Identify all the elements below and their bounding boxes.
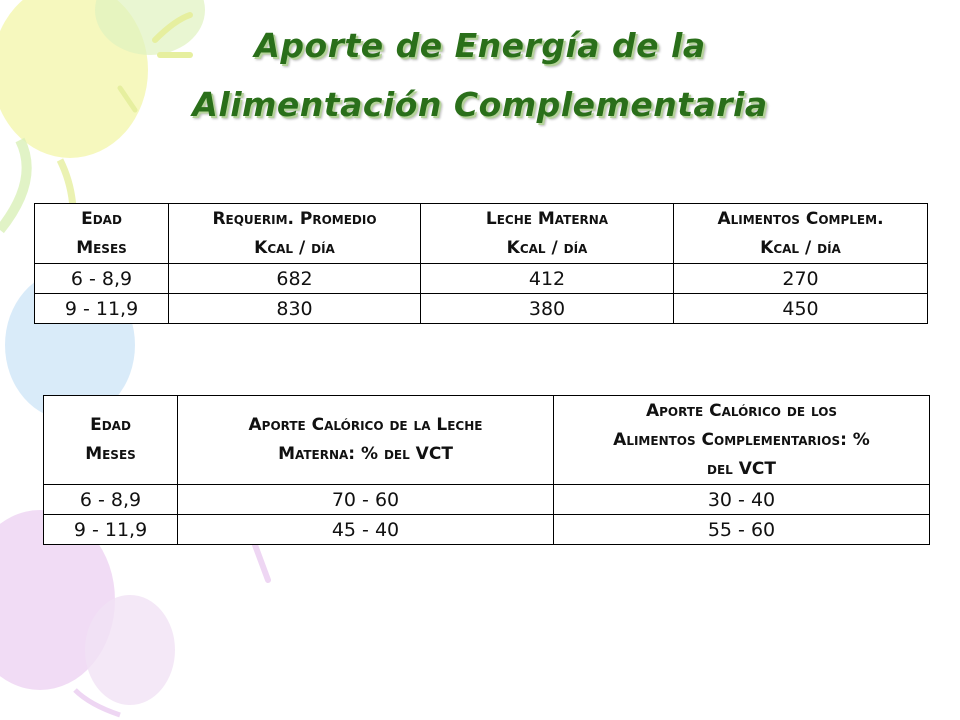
table-row — [44, 485, 930, 515]
table-header-row — [35, 204, 928, 264]
table-cell: 9 - 11,9 — [35, 294, 169, 324]
table-cell: 70 - 60 — [178, 485, 554, 515]
header-requerimiento-promedio: Requerim. Promedio Kcal / día — [169, 204, 421, 264]
table-cell: 682 — [169, 264, 421, 294]
balloon-string — [255, 545, 268, 580]
caloric-contribution-table — [43, 395, 930, 545]
table-row — [35, 294, 928, 324]
table-cell: 830 — [169, 294, 421, 324]
balloon-string — [0, 140, 27, 230]
table-header-row — [44, 396, 930, 485]
table-cell: 380 — [421, 294, 674, 324]
header-leche-materna: Leche Materna Kcal / día — [421, 204, 674, 264]
header-alimentos-complementarios: Alimentos Complem. Kcal / día — [674, 204, 928, 264]
table-cell: 270 — [674, 264, 928, 294]
table-row — [35, 264, 928, 294]
table-cell: 55 - 60 — [554, 515, 930, 545]
table-cell: 450 — [674, 294, 928, 324]
header-aporte-alimentos-complementarios: Aporte Calórico de los Alimentos Complementarios: % del VCT — [554, 396, 930, 485]
table-cell: 45 - 40 — [178, 515, 554, 545]
table-cell: 30 - 40 — [554, 485, 930, 515]
header-edad-meses: Edad Meses — [44, 396, 178, 485]
energy-requirements-table — [34, 203, 928, 324]
table-cell: 412 — [421, 264, 674, 294]
table-row — [44, 515, 930, 545]
table-cell: 6 - 8,9 — [44, 485, 178, 515]
header-aporte-leche-materna: Aporte Calórico de la Leche Materna: % del VCT — [178, 396, 554, 485]
header-edad-meses: Edad Meses — [35, 204, 169, 264]
page-title-line2: Alimentación Complementaria — [192, 85, 768, 124]
page-title-line1: Aporte de Energía de la — [254, 26, 706, 65]
table-cell: 9 - 11,9 — [44, 515, 178, 545]
table-cell: 6 - 8,9 — [35, 264, 169, 294]
balloon-purple — [85, 595, 175, 705]
